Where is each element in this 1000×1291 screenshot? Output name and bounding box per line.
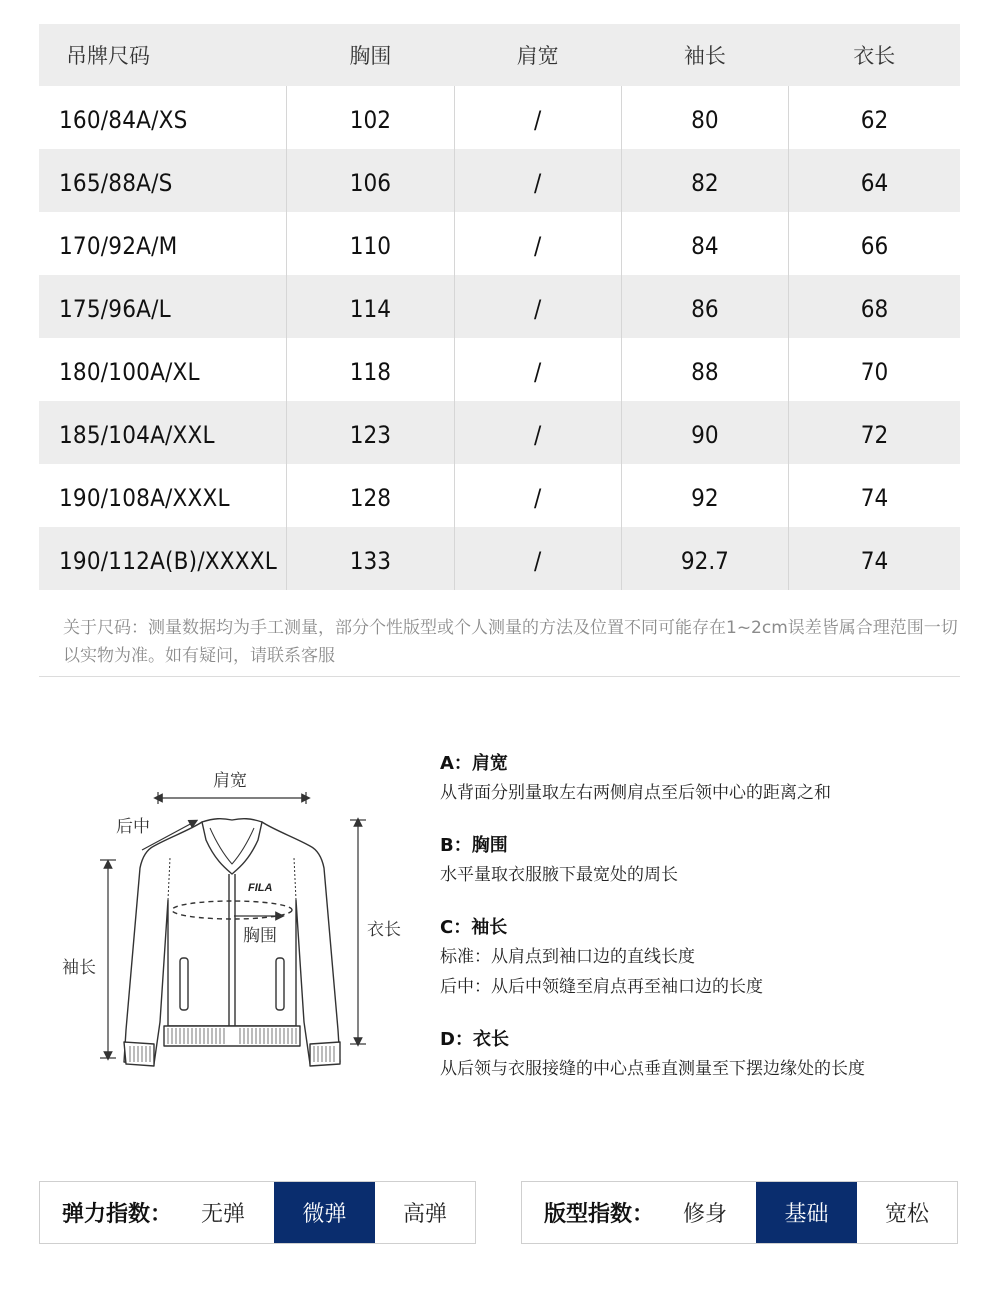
cell-sleeve: 92 bbox=[621, 464, 788, 527]
chest-label: 胸围 bbox=[243, 926, 277, 946]
definition-title: C：袖长 bbox=[440, 917, 508, 938]
header-shoulder: 肩宽 bbox=[454, 24, 621, 86]
fit-option[interactable]: 宽松 bbox=[884, 1202, 929, 1227]
elasticity-option[interactable]: 微弹 bbox=[274, 1182, 375, 1243]
cell-shoulder: / bbox=[454, 212, 621, 275]
fit-index bbox=[521, 1181, 958, 1244]
definition-sleeve bbox=[440, 914, 980, 1002]
table-header-row bbox=[39, 24, 960, 86]
table-row bbox=[39, 401, 960, 464]
cell-size: 185/104A/XXL bbox=[39, 401, 287, 464]
length-label: 衣长 bbox=[367, 920, 401, 940]
elasticity-index bbox=[39, 1181, 476, 1244]
size-table bbox=[39, 24, 960, 590]
definition-text: 从背面分别量取左右两侧肩点至后领中心的距离之和 bbox=[440, 783, 831, 803]
cell-chest: 110 bbox=[287, 212, 454, 275]
cell-sleeve: 92.7 bbox=[621, 527, 788, 590]
measurement-definitions bbox=[440, 750, 980, 1108]
divider bbox=[39, 676, 960, 677]
fit-option[interactable]: 修身 bbox=[682, 1202, 727, 1227]
cell-size: 170/92A/M bbox=[59, 231, 178, 260]
header-length: 衣长 bbox=[789, 24, 961, 86]
fit-label: 版型指数： bbox=[544, 1202, 655, 1227]
sleeve-label: 袖长 bbox=[62, 958, 96, 978]
elasticity-label: 弹力指数： bbox=[62, 1202, 173, 1227]
cell-length: 64 bbox=[789, 149, 961, 212]
definition-title: D：衣长 bbox=[440, 1029, 509, 1050]
cell-chest: 118 bbox=[287, 338, 454, 401]
cell-size: 190/108A/XXXL bbox=[59, 483, 230, 512]
cell-size: 180/100A/XL bbox=[59, 357, 200, 386]
cell-length: 70 bbox=[789, 338, 961, 401]
cell-size: 165/88A/S bbox=[39, 149, 287, 212]
fila-logo: FILA bbox=[248, 882, 273, 894]
table-row bbox=[39, 149, 960, 212]
definition-shoulder bbox=[440, 750, 980, 808]
back-center-label: 后中 bbox=[116, 817, 150, 837]
cell-chest: 123 bbox=[287, 401, 454, 464]
cell-shoulder: / bbox=[454, 275, 621, 338]
cell-shoulder: / bbox=[454, 86, 621, 149]
cell-sleeve: 86 bbox=[621, 275, 788, 338]
cell-length: 62 bbox=[789, 86, 961, 149]
cell-chest: 114 bbox=[287, 275, 454, 338]
cell-sleeve: 84 bbox=[621, 212, 788, 275]
header-sleeve: 袖长 bbox=[621, 24, 788, 86]
cell-size: 160/84A/XS bbox=[59, 105, 188, 134]
jacket-diagram bbox=[50, 750, 420, 1080]
table-row bbox=[39, 275, 960, 338]
cell-sleeve: 82 bbox=[621, 149, 788, 212]
cell-length: 74 bbox=[789, 527, 961, 590]
definition-chest bbox=[440, 832, 980, 890]
table-row bbox=[39, 527, 960, 590]
cell-chest: 133 bbox=[287, 527, 454, 590]
cell-sleeve: 80 bbox=[621, 86, 788, 149]
definition-title: B：胸围 bbox=[440, 835, 508, 856]
cell-shoulder: / bbox=[454, 149, 621, 212]
definition-text: 后中：从后中领缝至肩点再至袖口边的长度 bbox=[440, 977, 763, 997]
cell-shoulder: / bbox=[454, 464, 621, 527]
cell-shoulder: / bbox=[454, 338, 621, 401]
cell-length: 68 bbox=[789, 275, 961, 338]
definition-title: A：肩宽 bbox=[440, 753, 508, 774]
jacket-illustration bbox=[50, 750, 420, 1080]
cell-chest: 128 bbox=[287, 464, 454, 527]
cell-chest: 102 bbox=[287, 86, 454, 149]
table-row bbox=[39, 86, 960, 149]
cell-size: 175/96A/L bbox=[39, 275, 287, 338]
cell-length: 66 bbox=[789, 212, 961, 275]
elasticity-option[interactable]: 高弹 bbox=[402, 1202, 447, 1227]
cell-shoulder: / bbox=[454, 527, 621, 590]
fit-option[interactable]: 基础 bbox=[756, 1182, 857, 1243]
header-tag-size: 吊牌尺码 bbox=[39, 24, 287, 86]
definition-text: 从后领与衣服接缝的中心点垂直测量至下摆边缘处的长度 bbox=[440, 1059, 865, 1079]
definition-text: 水平量取衣服腋下最宽处的周长 bbox=[440, 865, 678, 885]
cell-size: 190/112A(B)/XXXXL bbox=[39, 527, 287, 590]
measurement-note: 关于尺码：测量数据均为手工测量，部分个性版型或个人测量的方法及位置不同可能存在1~2cm误差皆属合理范围一切以实物为准。如有疑问，请联系客服 bbox=[63, 618, 958, 666]
definition-length bbox=[440, 1026, 980, 1084]
elasticity-option[interactable]: 无弹 bbox=[200, 1202, 245, 1227]
header-chest: 胸围 bbox=[287, 24, 454, 86]
table-row bbox=[39, 338, 960, 401]
cell-sleeve: 90 bbox=[621, 401, 788, 464]
shoulder-label: 肩宽 bbox=[213, 771, 247, 791]
cell-length: 72 bbox=[789, 401, 961, 464]
cell-chest: 106 bbox=[287, 149, 454, 212]
definition-text: 标准：从肩点到袖口边的直线长度 bbox=[440, 947, 695, 967]
table-row bbox=[39, 212, 960, 275]
cell-length: 74 bbox=[789, 464, 961, 527]
cell-sleeve: 88 bbox=[621, 338, 788, 401]
table-row bbox=[39, 464, 960, 527]
cell-shoulder: / bbox=[454, 401, 621, 464]
